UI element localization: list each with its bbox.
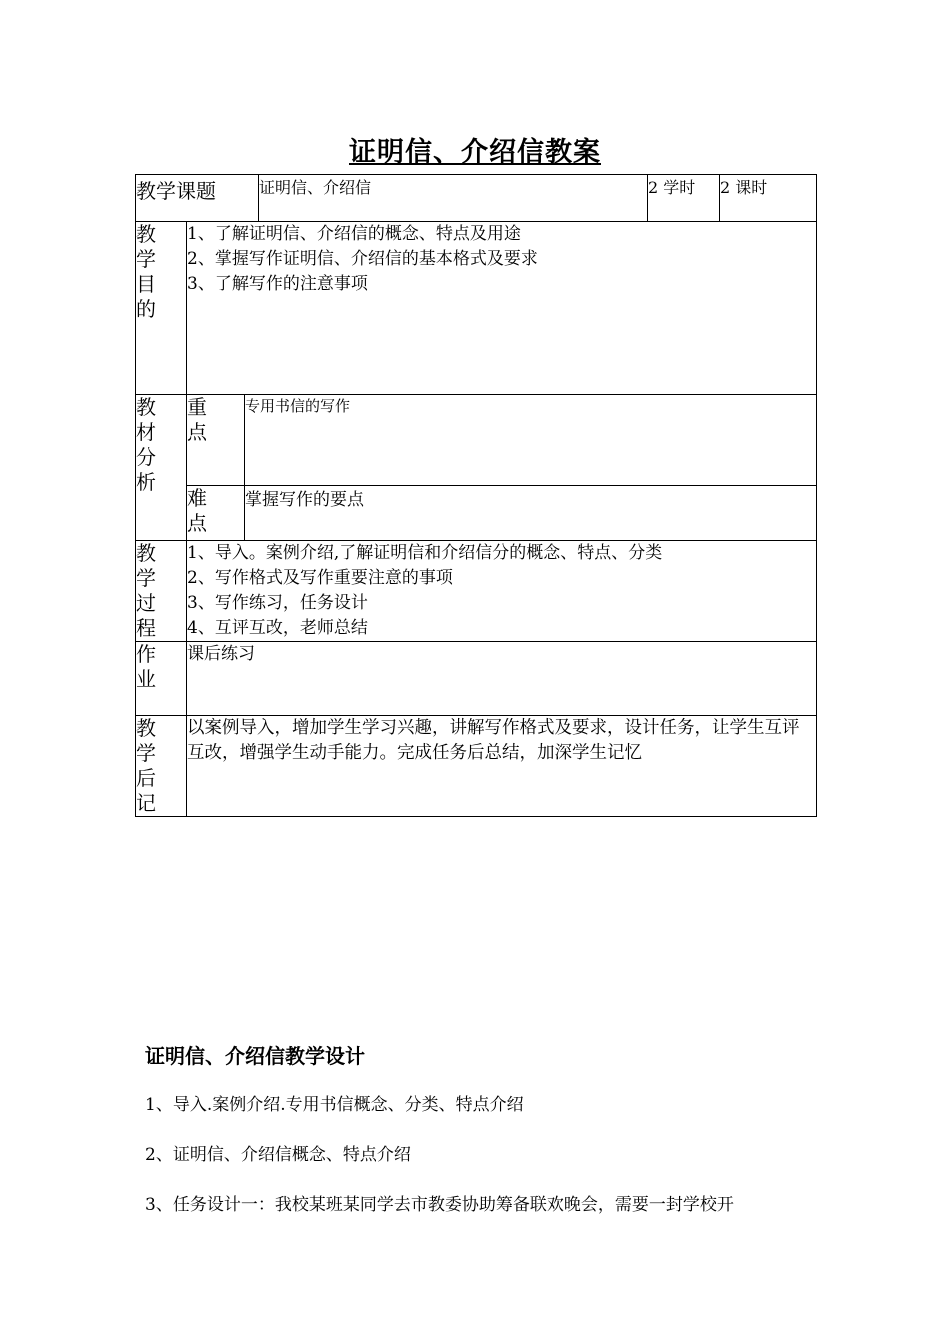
table-row-goals (136, 222, 817, 395)
table-row-key-point (136, 395, 817, 486)
lesson-plan-table (135, 174, 817, 817)
key-label-char: 重 (187, 395, 207, 419)
topic-label: 教学课题 (136, 175, 259, 222)
process-line: 4、互评互改，老师总结 (187, 618, 368, 638)
difficulty-label-char: 点 (187, 511, 207, 535)
goal-label-char: 学 (136, 247, 156, 271)
table-row-notes (136, 716, 817, 817)
homework-value: 课后练习 (187, 642, 817, 716)
design-paragraph: 3、任务设计一：我校某班某同学去市教委协助筹备联欢晚会，需要一封学校开 (145, 1195, 734, 1215)
key-label-char: 点 (187, 420, 207, 444)
analysis-label-char: 教 (136, 395, 156, 419)
design-section-title: 证明信、介绍信教学设计 (145, 1044, 365, 1068)
table-row-difficulty (136, 486, 817, 541)
notes-label-char: 学 (136, 741, 156, 765)
notes-label-char: 记 (136, 791, 156, 815)
goal-label-char: 目 (136, 272, 156, 296)
difficulty-label (187, 486, 245, 541)
table-row-topic (136, 175, 817, 222)
hours-value: 2 学时 (648, 175, 720, 222)
goal-label (136, 222, 187, 395)
process-line: 1、导入。案例介绍,了解证明信和介绍信分的概念、特点、分类 (187, 543, 663, 563)
homework-label-char: 业 (136, 667, 156, 691)
difficulty-value: 掌握写作的要点 (245, 486, 817, 541)
process-label-char: 学 (136, 566, 156, 590)
goal-content (187, 222, 817, 395)
notes-label (136, 716, 187, 817)
homework-label (136, 642, 187, 716)
homework-label-char: 作 (136, 642, 156, 666)
topic-value: 证明信、介绍信 (259, 175, 648, 222)
analysis-label-char: 析 (136, 470, 156, 494)
analysis-label-char: 材 (136, 420, 156, 444)
goal-line: 2、掌握写作证明信、介绍信的基本格式及要求 (187, 249, 538, 269)
goal-line: 3、了解写作的注意事项 (187, 274, 368, 294)
key-point-value: 专用书信的写作 (245, 395, 817, 486)
analysis-label (136, 395, 187, 541)
notes-label-char: 后 (136, 766, 156, 790)
difficulty-label-char: 难 (187, 486, 207, 510)
process-line: 2、写作格式及写作重要注意的事项 (187, 568, 453, 588)
table-row-process (136, 541, 817, 642)
key-point-label (187, 395, 245, 486)
goal-line: 1、了解证明信、介绍信的概念、特点及用途 (187, 224, 521, 244)
process-label (136, 541, 187, 642)
notes-value (187, 716, 817, 817)
process-label-char: 程 (136, 616, 156, 640)
lessons-value: 2 课时 (720, 175, 817, 222)
analysis-label-char: 分 (136, 445, 156, 469)
process-label-char: 教 (136, 541, 156, 565)
design-paragraph: 1、导入.案例介绍.专用书信概念、分类、特点介绍 (145, 1095, 524, 1115)
process-label-char: 过 (136, 591, 156, 615)
table-row-homework (136, 642, 817, 716)
document-title: 证明信、介绍信教案 (349, 137, 601, 168)
goal-label-char: 的 (136, 297, 156, 321)
notes-label-char: 教 (136, 716, 156, 740)
notes-text: 以案例导入，增加学生学习兴趣，讲解写作格式及要求，设计任务，让学生互评互改，增强学生动手能力。完成任务后总结，加深学生记忆 (187, 718, 800, 763)
process-content (187, 541, 817, 642)
process-line: 3、写作练习，任务设计 (187, 593, 368, 613)
design-paragraph: 2、证明信、介绍信概念、特点介绍 (145, 1145, 411, 1165)
goal-label-char: 教 (136, 222, 156, 246)
